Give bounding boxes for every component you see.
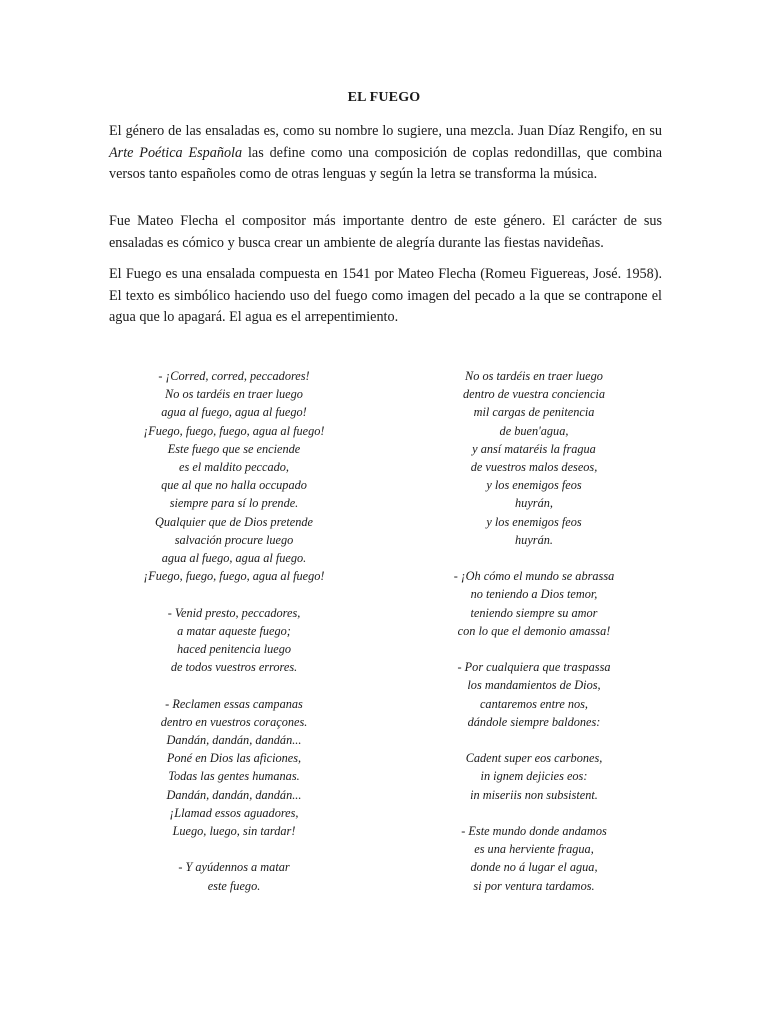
poem-stanza xyxy=(79,695,389,841)
verse-line: donde no á lugar el agua, xyxy=(470,860,598,875)
poem-stanza xyxy=(379,749,689,804)
verse-line: siempre para sí lo prende. xyxy=(169,496,299,511)
verse-line: dándole siempre baldones: xyxy=(467,714,601,729)
verse-line: - Este mundo donde andamos xyxy=(461,824,607,839)
poem-stanza xyxy=(379,658,689,731)
intro-text-end: las define como una composición de coplas redondillas, que combina versos tanto españoles como de otras lenguas y según la letra se transforma la música. xyxy=(109,144,663,182)
verse-line: Qualquier que de Dios pretende xyxy=(154,514,313,529)
verse-line: los mandamientos de Dios, xyxy=(467,678,601,693)
poem-stanza xyxy=(79,604,389,677)
verse-line: huyrán. xyxy=(515,532,553,547)
verse-line: con lo que el demonio amassa! xyxy=(457,623,611,638)
composer-paragraph xyxy=(109,211,662,254)
verse-line: es una herviente fragua, xyxy=(474,842,594,857)
verse-line: no teniendo a Dios temor, xyxy=(470,587,598,602)
verse-line: Dandán, dandán, dandán... xyxy=(166,733,302,748)
verse-line: - Por cualquiera que traspassa xyxy=(457,660,611,675)
verse-line: este fuego. xyxy=(207,878,261,893)
intro-paragraph xyxy=(109,121,662,186)
verse-line: Cadent super eos carbones, xyxy=(465,751,603,766)
verse-line: haced penitencia luego xyxy=(176,642,292,657)
composer-text: Fue Mateo Flecha el compositor más importante dentro de este género. El carácter de sus ensaladas es cómico y busca crear un ambiente de alegría durante las fiestas navideñas. xyxy=(109,213,662,251)
verse-line: de buen'agua, xyxy=(499,423,569,438)
verse-line: ¡Llamad essos aguadores, xyxy=(169,805,299,820)
verse-line: Todas las gentes humanas. xyxy=(168,769,300,784)
verse-line: - Reclamen essas campanas xyxy=(165,696,303,711)
verse-line: cantaremos entre nos, xyxy=(479,696,589,711)
verse-line: que al que no halla occupado xyxy=(161,478,307,493)
verse-line: teniendo siempre su amor xyxy=(470,605,598,620)
verse-line: es el maldito peccado, xyxy=(179,460,289,475)
verse-line: in ignem dejicies eos: xyxy=(480,769,588,784)
verse-line: de vuestros malos deseos, xyxy=(470,460,598,475)
verse-line: dentro de vuestra conciencia xyxy=(463,387,605,402)
verse-line: si por ventura tardamos. xyxy=(473,878,595,893)
verse-line: de todos vuestros errores. xyxy=(170,660,298,675)
book-title: Arte Poética Española xyxy=(109,144,243,161)
verse-line: y los enemigos feos xyxy=(486,478,582,493)
poem-stanza xyxy=(79,367,389,585)
verse-line: Este fuego que se enciende xyxy=(167,441,301,456)
verse-line: salvación procure luego xyxy=(174,532,294,547)
verse-line: huyrán, xyxy=(515,496,553,511)
verse-line: ¡Fuego, fuego, fuego, agua al fuego! xyxy=(143,569,325,584)
poem-stanza xyxy=(379,567,689,640)
page-title: EL FUEGO xyxy=(347,90,421,105)
poem-stanza xyxy=(79,858,389,894)
verse-line: - Y ayúdennos a matar xyxy=(178,860,290,875)
verse-line: - ¡Corred, corred, peccadores! xyxy=(158,369,310,383)
poem-stanza xyxy=(379,822,689,895)
verse-line: y ansí mataréis la fragua xyxy=(472,441,596,456)
verse-line: ¡Fuego, fuego, fuego, agua al fuego! xyxy=(143,423,325,438)
verse-line: in miseriis non subsistent. xyxy=(470,787,598,802)
verse-line: mil cargas de penitencia xyxy=(473,405,595,420)
verse-line: - ¡Oh cómo el mundo se abrassa xyxy=(453,569,615,584)
poem-left-column xyxy=(79,367,389,913)
intro-text-start: El género de las ensaladas es, como su nombre lo sugiere, una mezcla. Juan Díaz Rengifo, en su xyxy=(109,123,662,139)
verse-line: a matar aqueste fuego; xyxy=(177,623,291,638)
verse-line: Dandán, dandán, dandán... xyxy=(166,787,302,802)
verse-line: dentro en vuestros coraçones. xyxy=(160,714,308,729)
description-paragraph xyxy=(109,264,662,329)
verse-line: y los enemigos feos xyxy=(486,514,582,529)
verse-line: - Venid presto, peccadores, xyxy=(167,605,301,620)
verse-line: Luego, luego, sin tardar! xyxy=(172,824,296,839)
verse-line: agua al fuego, agua al fuego. xyxy=(161,551,307,566)
verse-line: Poné en Dios las aficiones, xyxy=(166,751,302,766)
poem-right-column xyxy=(379,367,689,913)
verse-line: No os tardéis en traer luego xyxy=(165,387,303,402)
verse-line: agua al fuego, agua al fuego! xyxy=(161,405,307,420)
poem-stanza xyxy=(379,367,689,549)
description-text: El Fuego es una ensalada compuesta en 1541 por Mateo Flecha (Romeu Figuereas, José. 1958). El texto es simbólico haciendo uso del fuego como imagen del pecado a la que se contrapone el agua que lo apagará. El agua es el arrepentimiento. xyxy=(109,266,662,325)
verse-line: No os tardéis en traer luego xyxy=(465,369,603,383)
